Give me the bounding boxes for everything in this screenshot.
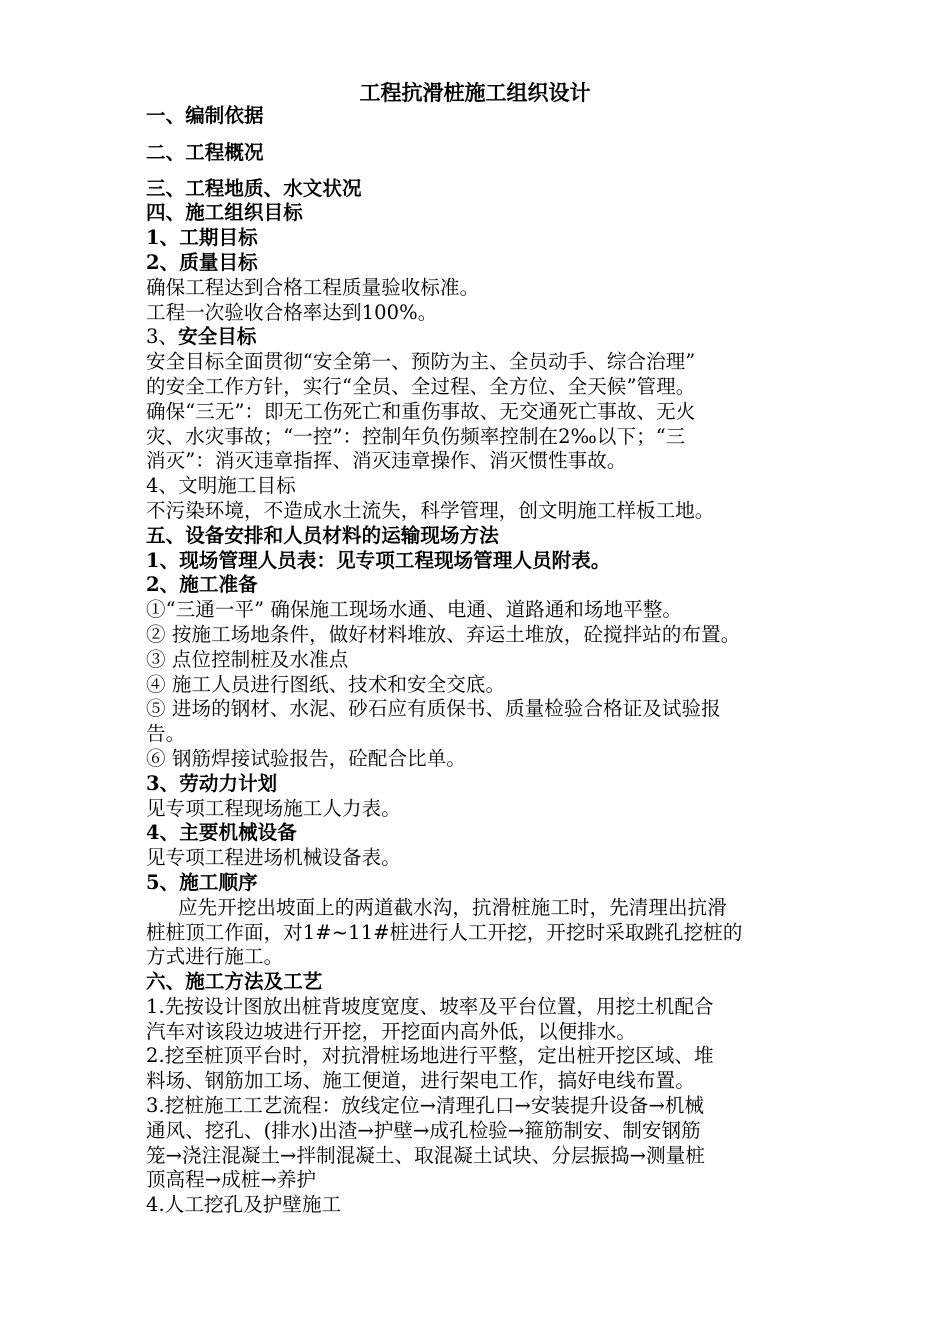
paragraph-line: 不污染环境，不造成水土流失，科学管理，创文明施工样板工地。 — [146, 498, 715, 522]
paragraph-line: 方式进行施工。 — [146, 945, 284, 969]
paragraph-line: 见专项工程现场施工人力表。 — [146, 796, 401, 820]
paragraph-line: 料场、钢筋加工场、施工便道，进行架电工作，搞好电线布置。 — [146, 1069, 695, 1093]
subheading-safety — [146, 325, 826, 350]
paragraph-line: 灾、水灾事故；“一控”：控制年负伤频率控制在2‰以下；“三 — [146, 424, 686, 448]
paragraph-line: 消灭”：消灭违章指挥、消灭违章操作、消灭惯性事故。 — [146, 449, 627, 473]
list-item: ③ 点位控制桩及水准点 — [146, 647, 349, 671]
paragraph-line: 通风、挖孔、(排水)出渣→护壁→成孔检验→箍筋制安、制安钢筋 — [146, 1118, 701, 1142]
subheading-preparation: 2、施工准备 — [146, 573, 258, 597]
subheading-sequence: 5、施工顺序 — [146, 870, 258, 894]
list-item: ④ 施工人员进行图纸、技术和安全交底。 — [146, 672, 506, 696]
subheading-machinery: 4、主要机械设备 — [146, 821, 297, 845]
heading-basis: 一、编制依据 — [146, 104, 264, 127]
subheading-safety-label: 安全目标 — [178, 325, 257, 349]
subheading-schedule: 1、工期目标 — [146, 226, 258, 250]
heading-methods: 六、施工方法及工艺 — [146, 970, 323, 994]
paragraph-line: 确保“三无”：即无工伤死亡和重伤事故、无交通死亡事故、无火 — [146, 399, 696, 423]
heading-geology: 三、工程地质、水文状况 — [146, 176, 362, 200]
list-item: ①“三通一平” 确保施工现场水通、电通、道路通和场地平整。 — [146, 598, 683, 622]
document-body — [146, 104, 826, 1218]
list-item-continuation: 告。 — [146, 722, 186, 746]
list-item: ② 按施工场地条件，做好材料堆放、弃运土堆放，砼搅拌站的布置。 — [146, 622, 741, 646]
paragraph-line: 应先开挖出坡面上的两道截水沟，抗滑桩施工时，先清理出抗滑 — [178, 895, 727, 919]
paragraph-line: 的安全工作方针，实行“全员、全过程、全方位、全天候”管理。 — [146, 374, 696, 398]
paragraph-line: 1.先按设计图放出桩背坡度宽度、坡率及平台位置，用挖土机配合 — [146, 994, 714, 1018]
paragraph-line: 确保工程达到合格工程质量验收标准。 — [146, 275, 480, 299]
paragraph-line: 3.挖桩施工工艺流程：放线定位→清理孔口→安装提升设备→机械 — [146, 1094, 705, 1118]
subheading-staff: 1、现场管理人员表：见专项工程现场管理人员附表。 — [146, 548, 611, 572]
paragraph-line: 见专项工程进场机械设备表。 — [146, 846, 401, 870]
paragraph-line: 汽车对该段边坡进行开挖，开挖面内高外低，以便排水。 — [146, 1019, 637, 1043]
subheading-labor: 3、劳动力计划 — [146, 771, 278, 795]
heading-equipment: 五、设备安排和人员材料的运输现场方法 — [146, 523, 499, 547]
paragraph-line: 笼→浇注混凝土→拌制混凝土、取混凝土试块、分层振捣→测量桩 — [146, 1143, 705, 1167]
document-title: 工程抗滑桩施工组织设计 — [359, 80, 591, 105]
heading-overview: 二、工程概况 — [146, 140, 264, 164]
heading-objectives: 四、施工组织目标 — [146, 201, 303, 225]
paragraph-line: 工程一次验收合格率达到100%。 — [146, 300, 438, 324]
subheading-civilized: 4、文明施工目标 — [146, 474, 296, 498]
paragraph-line: 桩桩顶工作面，对1#~11#桩进行人工开挖，开挖时采取跳孔挖桩的 — [146, 920, 743, 944]
list-item: ⑤ 进场的钢材、水泥、砂石应有质保书、质量检验合格证及试验报 — [146, 697, 721, 721]
paragraph-line: 顶高程→成桩→养护 — [146, 1168, 317, 1192]
paragraph-line: 安全目标全面贯彻“安全第一、预防为主、全员动手、综合治理” — [146, 350, 696, 374]
list-item: ⑥ 钢筋焊接试验报告，砼配合比单。 — [146, 746, 466, 770]
subheading-quality: 2、质量目标 — [146, 250, 258, 274]
paragraph-line: 4.人工挖孔及护壁施工 — [146, 1193, 342, 1217]
paragraph-line: 2.挖至桩顶平台时，对抗滑桩场地进行平整，定出桩开挖区域、堆 — [146, 1044, 714, 1068]
subheading-safety-number: 3、 — [146, 325, 179, 349]
